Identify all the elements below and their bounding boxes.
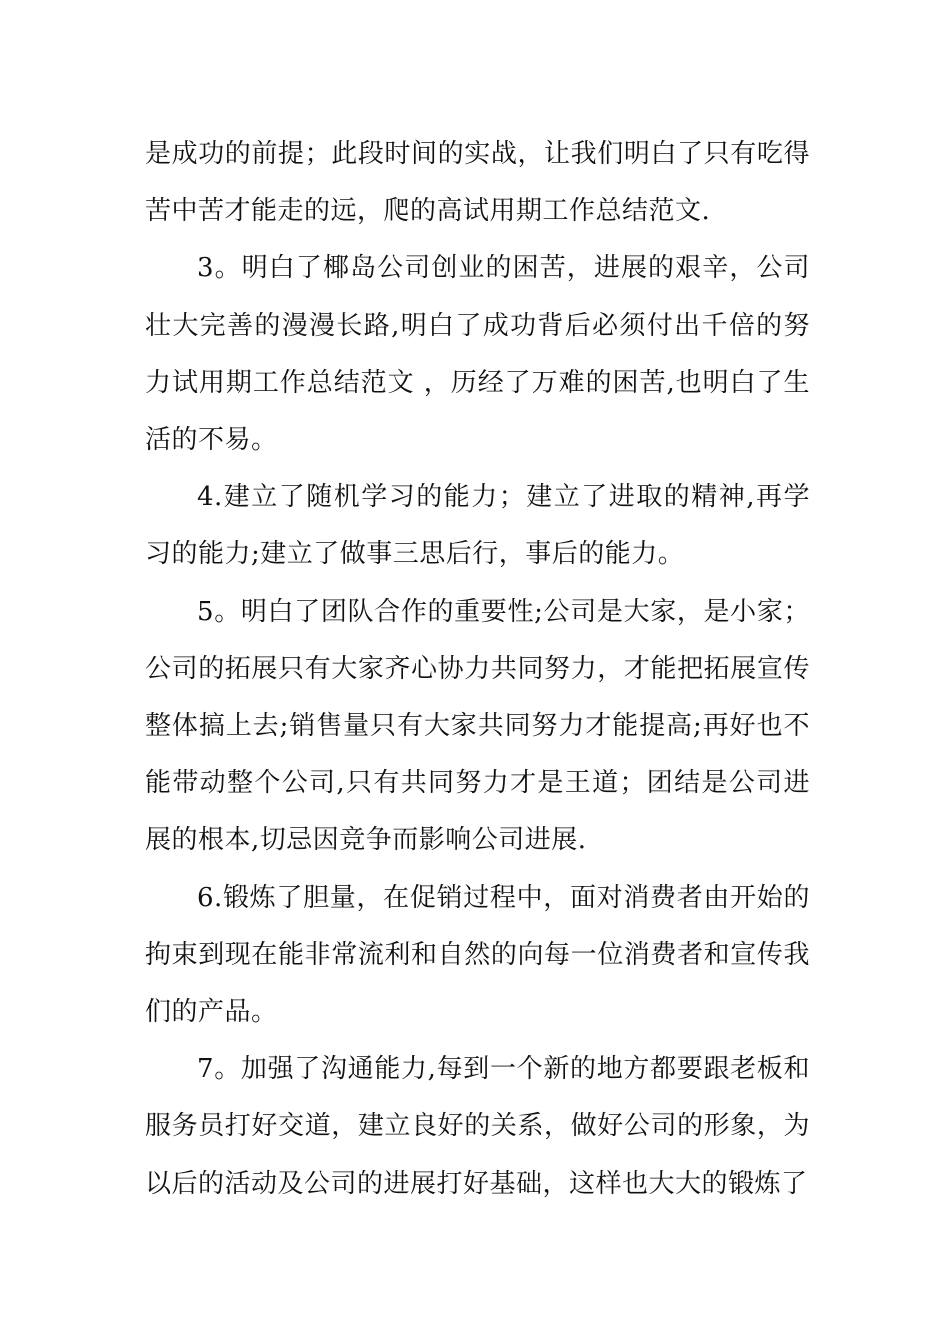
paragraph-item-5: 5。明白了团队合作的重要性;公司是大家，是小家；公司的拓展只有大家齐心协力共同努力，才能把拓展宣传整体搞上去;销售量只有大家共同努力才能提高;再好也不能带动整个公司,只有共同努力才是王道；团结是公司进展的根本,切忌因竞争而影响公司进展. <box>145 596 810 856</box>
paragraph-item-6: 6.锻炼了胆量，在促销过程中，面对消费者由开始的拘束到现在能非常流利和自然的向每一位消费者和宣传我们的产品。 <box>145 882 810 1028</box>
paragraph-item-7: 7。加强了沟通能力,每到一个新的地方都要跟老板和服务员打好交道，建立良好的关系，做好公司的形象，为以后的活动及公司的进展打好基础，这样也大大的锻炼了 <box>145 1054 810 1199</box>
paragraph-item-3: 3。明白了椰岛公司创业的困苦，进展的艰辛，公司壮大完善的漫漫长路,明白了成功背后必须付出千倍的努力试用期工作总结范文 ，历经了万难的困苦,也明白了生活的不易。 <box>145 253 810 456</box>
paragraph-item-4: 4.建立了随机学习的能力；建立了进取的精神,再学习的能力;建立了做事三思后行，事后的能力。 <box>145 482 810 570</box>
document-body <box>145 126 810 1213</box>
paragraph-continuation: 是成功的前提；此段时间的实战，让我们明白了只有吃得苦中苦才能走的远，爬的高试用期工作总结范文. <box>145 139 810 227</box>
